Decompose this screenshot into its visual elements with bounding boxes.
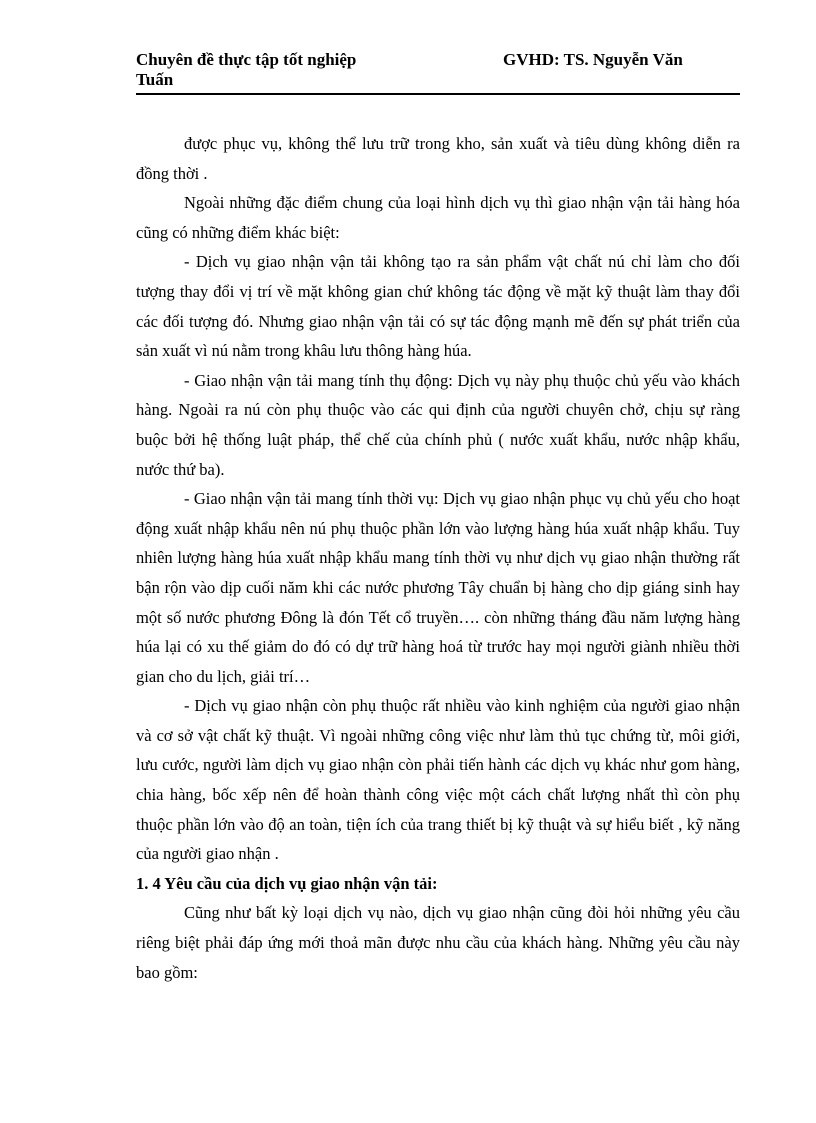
paragraph-experience-dependence: - Dịch vụ giao nhận còn phụ thuộc rất nhiều vào kinh nghiệm của người giao nhận và cơ sở vật chất kỹ thuật. Vì ngoài những công việc như làm thủ tục chứng từ, môi giới, lưu cước, người làm dịch vụ giao nhận còn phải tiến hành các dịch vụ khác như gom hàng, chia hàng, bốc xếp nên để hoàn thành công việc một cách chất lượng nhất thì còn phụ thuộc phần lớn vào độ an toàn, tiện ích của trang thiết bị kỹ thuật và sự hiểu biết , kỹ năng của người giao nhận . [136, 696, 740, 864]
header-supervisor: GVHD: TS. Nguyễn Văn [503, 50, 683, 69]
paragraph-intro-differences: Ngoài những đặc điểm chung của loại hình dịch vụ thì giao nhận vận tải hàng hóa cũng có những điểm khác biệt: [136, 193, 740, 242]
header-supervisor-surname: Tuấn [136, 70, 174, 89]
paragraph-no-material-product: - Dịch vụ giao nhận vận tải không tạo ra sản phẩm vật chất nú chỉ làm cho đối tượng thay đổi vị trí về mặt không gian chứ không tác động về mặt kỹ thuật làm thay đổi các đối tượng đó. Nhưng giao nhận vận tải có sự tác động mạnh mẽ đến sự phát triển của sản xuất vì nú nằm trong khâu lưu thông hàng húa. [136, 252, 740, 361]
document-body [136, 129, 740, 987]
page-header [136, 50, 740, 94]
paragraph-seasonal-nature: - Giao nhận vận tải mang tính thời vụ: Dịch vụ giao nhận phục vụ chủ yếu cho hoạt động xuất nhập khẩu nên nú phụ thuộc phần lớn vào lượng hàng húa xuất nhập khẩu. Tuy nhiên lượng hàng húa xuất nhập khẩu mang tính thời vụ như dịch vụ giao nhận thường rất bận rộn vào dịp cuối năm khi các nước phương Tây chuẩn bị hàng cho dịp giáng sinh hay một số nước phương Đông là đón Tết cổ truyền…. còn những tháng đầu năm lượng hàng húa lại có xu thế giảm do đó có dự trữ hàng hoá từ trước hay mọi người giành nhiều thời gian cho du lịch, giải trí… [136, 489, 740, 686]
header-document-title: Chuyên đề thực tập tốt nghiệp [136, 50, 357, 69]
paragraph-requirements-intro: Cũng như bất kỳ loại dịch vụ nào, dịch vụ giao nhận cũng đòi hỏi những yêu cầu riêng biệt phải đáp ứng mới thoả mãn được nhu cầu của khách hàng. Những yêu cầu này bao gồm: [136, 903, 740, 982]
header-divider [136, 93, 740, 95]
paragraph-passive-nature: - Giao nhận vận tải mang tính thụ động: Dịch vụ này phụ thuộc chủ yếu vào khách hàng. Ngoài ra nú còn phụ thuộc vào các qui định của người chuyên chở, chịu sự ràng buộc bởi hệ thống luật pháp, thể chế của chính phủ ( nước xuất khẩu, nước nhập khẩu, nước thứ ba). [136, 370, 740, 479]
paragraph-continuation: được phục vụ, không thể lưu trữ trong kho, sản xuất và tiêu dùng không diễn ra đồng thời . [136, 134, 740, 183]
section-heading: 1. 4 Yêu cầu của dịch vụ giao nhận vận tải: [136, 873, 438, 893]
